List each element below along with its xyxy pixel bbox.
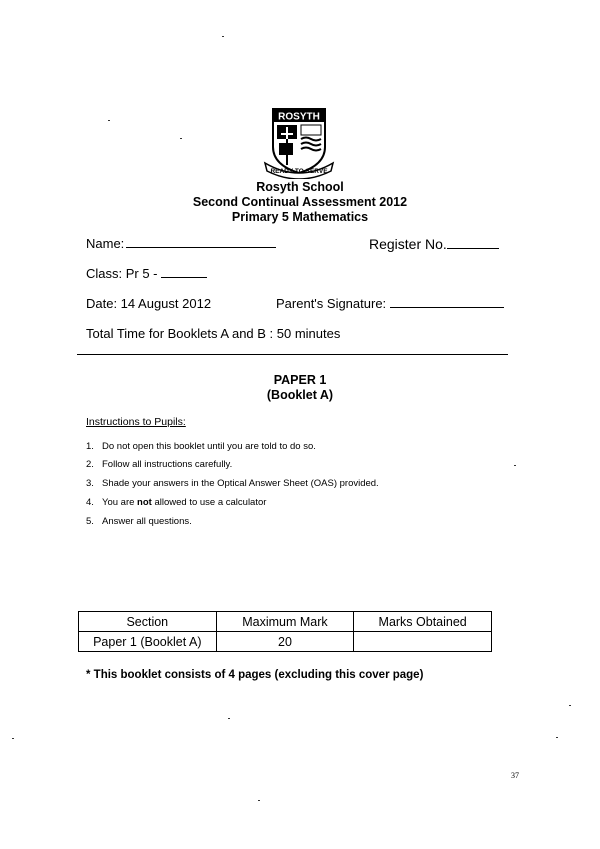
table-header-row [79, 612, 492, 632]
subject-title: Primary 5 Mathematics [231, 210, 369, 224]
name-label: Name: [86, 236, 125, 251]
total-time-text: Total Time for Booklets A and B : 50 minutes [86, 326, 341, 341]
crest-name-text: ROSYTH [278, 111, 320, 123]
instructions-heading: Instructions to Pupils: [86, 416, 186, 428]
cell-maximum-mark: 20 [216, 632, 354, 652]
instruction-item: 5. Answer all questions. [86, 516, 192, 527]
paper-title: PAPER 1 [273, 373, 327, 387]
crest-motto-text: READY TO SERVE [270, 168, 328, 175]
instruction-item: 3. Shade your answers in the Optical Answer Sheet (OAS) provided. [86, 478, 379, 489]
scan-speck [258, 800, 260, 801]
signature-field[interactable] [276, 296, 504, 312]
register-blank[interactable] [447, 237, 499, 249]
table-row [79, 632, 492, 652]
signature-label: Parent's Signature: [276, 296, 387, 311]
page-number: 37 [511, 771, 519, 780]
class-field[interactable] [86, 266, 207, 282]
name-field[interactable] [86, 236, 276, 252]
instruction-item: 1. Do not open this booklet until you are told to do so. [86, 441, 316, 452]
scan-speck [569, 705, 571, 706]
school-crest-logo [263, 107, 335, 179]
header-cell-maximum-mark: Maximum Mark [216, 612, 354, 632]
date-text: Date: 14 August 2012 [86, 296, 212, 311]
scan-speck [514, 465, 516, 466]
scan-speck [108, 120, 110, 121]
scan-speck [556, 737, 558, 738]
instruction-item: 2. Follow all instructions carefully. [86, 459, 233, 470]
instruction-item: 4. You are not allowed to use a calculator [86, 497, 267, 508]
school-name: Rosyth School [256, 180, 344, 194]
name-blank[interactable] [126, 236, 276, 248]
cell-section: Paper 1 (Booklet A) [79, 632, 217, 652]
class-label: Class: Pr 5 - [86, 266, 158, 281]
marks-table [78, 611, 492, 652]
booklet-footnote: * This booklet consists of 4 pages (excluding this cover page) [86, 669, 424, 681]
scan-speck [222, 36, 224, 37]
scan-speck [12, 738, 14, 739]
paper-subtitle: (Booklet A) [266, 388, 334, 402]
header-cell-section: Section [79, 612, 217, 632]
scan-speck [180, 138, 182, 139]
cell-marks-obtained[interactable] [354, 632, 492, 652]
register-label: Register No. [369, 236, 447, 252]
signature-blank[interactable] [390, 296, 504, 308]
class-blank[interactable] [161, 266, 207, 278]
divider-line [77, 354, 508, 355]
scan-speck [228, 718, 230, 719]
header-cell-marks-obtained: Marks Obtained [354, 612, 492, 632]
register-field[interactable] [369, 236, 499, 252]
assessment-title: Second Continual Assessment 2012 [192, 195, 408, 209]
